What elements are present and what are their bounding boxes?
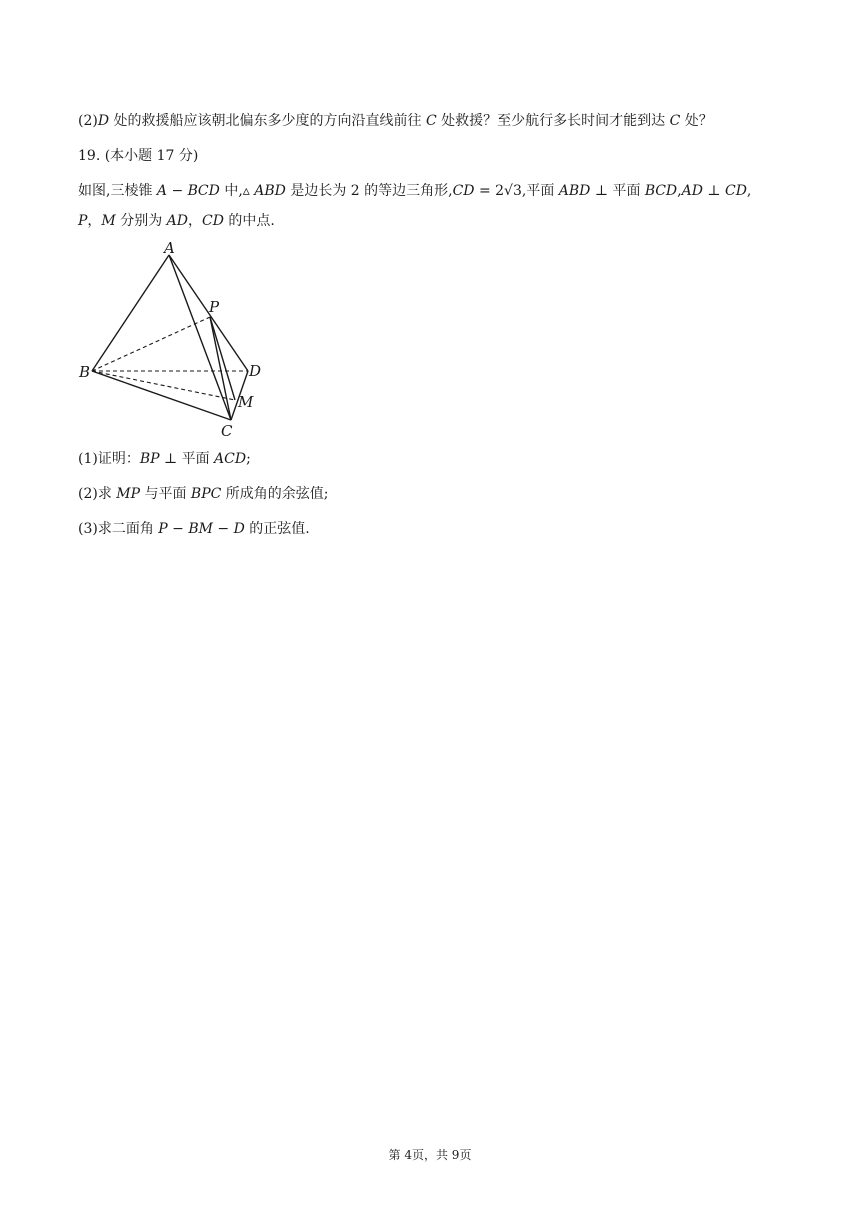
label-c: C: [221, 422, 233, 440]
question-19-header-text: 19. (本小题 17 分): [78, 148, 199, 164]
segment-pm: [210, 317, 235, 400]
question-19-part-2: [78, 484, 329, 504]
question-18-part-2-text: (2)𝐷 处的救援船应该朝北偏东多少度的方向沿直线前往 𝐶 处救援？至少航行多长时间才能到达 𝐶 处？: [78, 113, 713, 129]
part-1-text: (1)证明：𝐵𝑃 ⊥ 平面 𝐴𝐶𝐷;: [78, 451, 251, 467]
question-19-statement-line-2: [78, 211, 275, 231]
statement-line-1-text: 如图,三棱锥 𝐴 − 𝐵𝐶𝐷 中,▵ 𝐴𝐵𝐷 是边长为 2 的等边三角形,𝐶𝐷 = 2√3,平面 𝐴𝐵𝐷 ⊥ 平面 𝐵𝐶𝐷,𝐴𝐷 ⊥ 𝐶𝐷,: [78, 183, 752, 199]
edge-ac: [169, 255, 231, 420]
question-18-part-2: [78, 111, 713, 131]
question-19-statement-line-1: [78, 181, 751, 201]
question-19-part-1: [78, 449, 251, 469]
statement-line-2-text: 𝑃，𝑀 分别为 𝐴𝐷，𝐶𝐷 的中点.: [78, 213, 275, 229]
label-d: D: [249, 362, 262, 380]
label-a: A: [164, 240, 175, 257]
label-b: B: [79, 363, 91, 381]
label-m: M: [238, 393, 254, 411]
page-number: 第 4页，共 9页: [388, 1148, 472, 1162]
page-footer: [0, 1147, 860, 1163]
label-p: P: [209, 298, 220, 316]
question-19-header: [78, 146, 198, 166]
tetrahedron-figure: [74, 240, 274, 440]
question-19-part-3: [78, 519, 310, 539]
segment-pc: [210, 317, 231, 420]
part-3-text: (3)求二面角 𝑃 − 𝐵𝑀 − 𝐷 的正弦值.: [78, 521, 310, 537]
part-2-text: (2)求 𝑀𝑃 与平面 𝐵𝑃𝐶 所成角的余弦值;: [78, 486, 329, 502]
